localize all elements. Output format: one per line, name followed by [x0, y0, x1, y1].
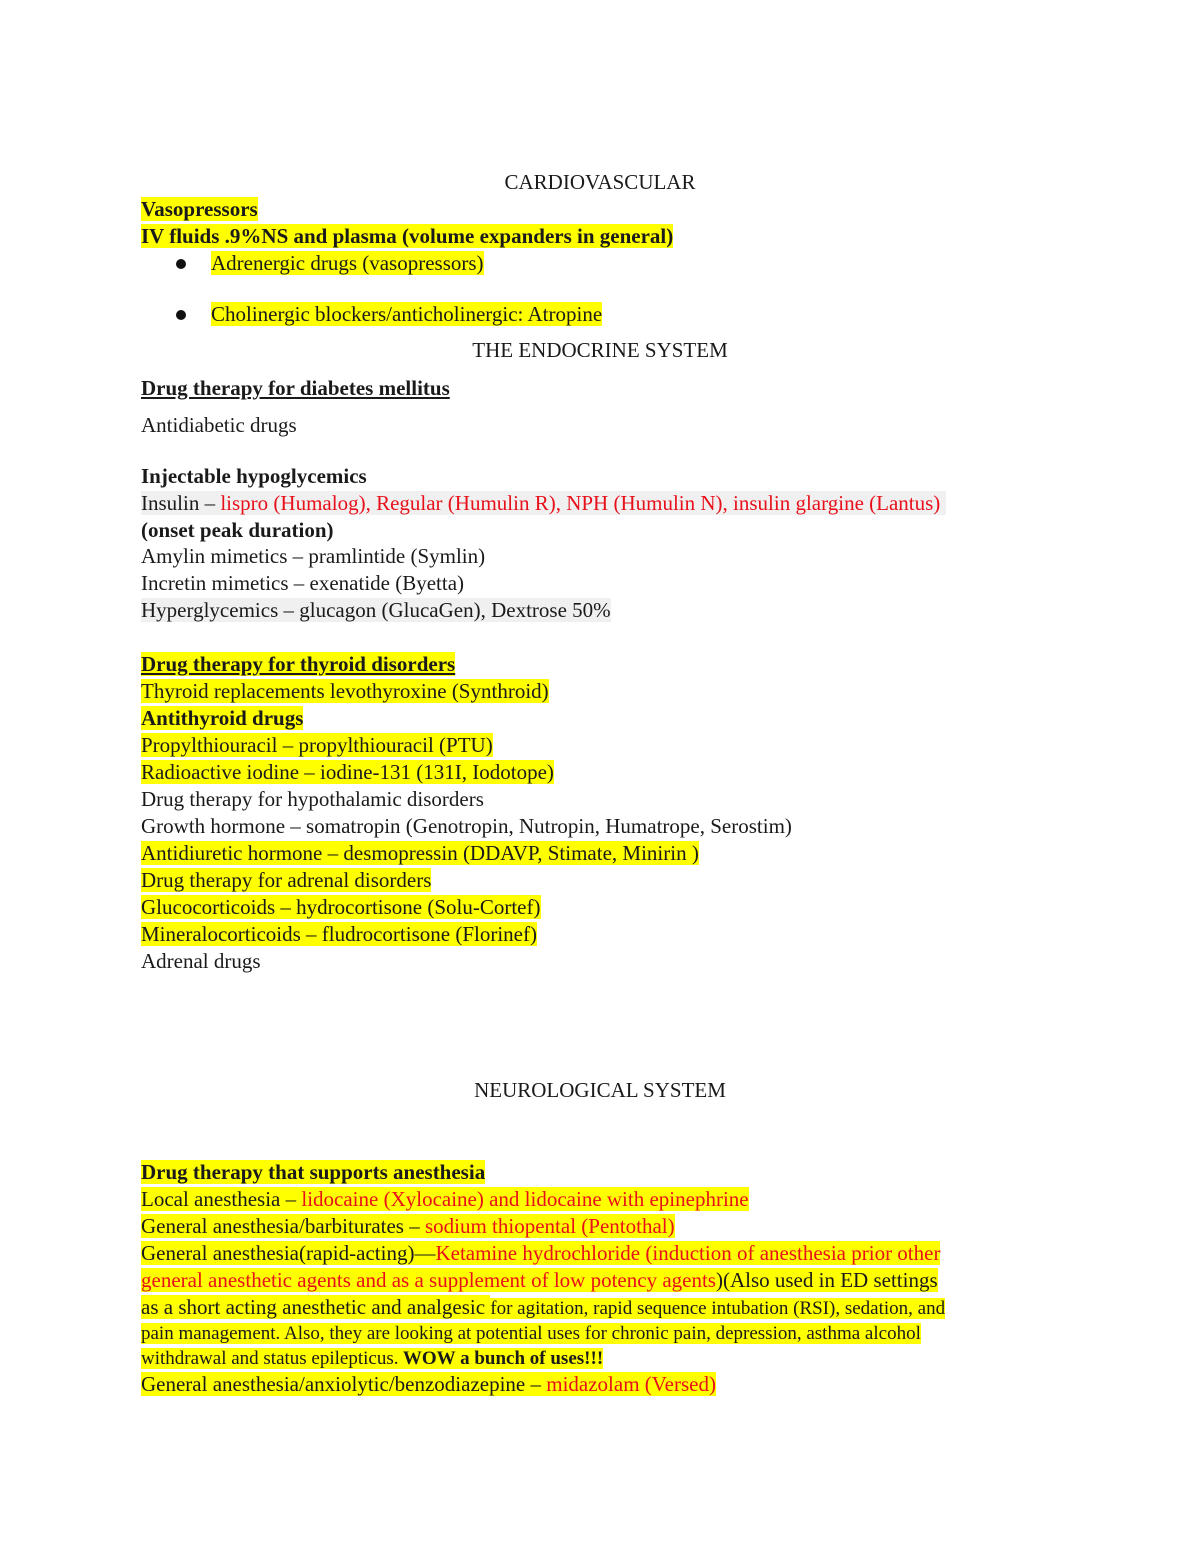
bullet-item-adrenergic: Adrenergic drugs (vasopressors) — [211, 251, 484, 275]
rapid-acting-line: General anesthesia(rapid-acting)—Ketamine hydrochloride (induction of anesthesia prior other — [141, 1241, 941, 1265]
injectable-heading: Injectable hypoglycemics — [141, 464, 367, 488]
adrenal-drugs-line: Adrenal drugs — [141, 949, 261, 973]
thyroid-replacements-line: Thyroid replacements levothyroxine (Synthroid) — [141, 679, 549, 703]
section-title-cardiovascular: CARDIOVASCULAR — [504, 170, 696, 194]
rapid-acting-line-4: pain management. Also, they are looking at potential uses for chronic pain, depression, asthma alcohol — [141, 1323, 921, 1344]
rapid-acting-line-5: withdrawal and status epilepticus. WOW a bunch of uses!!! — [141, 1348, 604, 1369]
bullet-dot — [176, 259, 186, 269]
diabetes-heading: Drug therapy for diabetes mellitus — [141, 376, 450, 400]
barbiturates-line: General anesthesia/barbiturates – sodium thiopental (Pentothal) — [141, 1214, 675, 1238]
hyperglycemics-line: Hyperglycemics – glucagon (GlucaGen), Dextrose 50% — [141, 598, 611, 622]
local-anesthesia-line: Local anesthesia – lidocaine (Xylocaine) and lidocaine with epinephrine — [141, 1187, 749, 1211]
section-title-neurological: NEUROLOGICAL SYSTEM — [474, 1078, 726, 1102]
growth-hormone-line: Growth hormone – somatropin (Genotropin, Nutropin, Humatrope, Serostim) — [141, 814, 792, 838]
thyroid-heading: Drug therapy for thyroid disorders — [141, 652, 456, 676]
antidiabetic-line: Antidiabetic drugs — [141, 413, 297, 437]
onset-line: (onset peak duration) — [141, 518, 334, 542]
insulin-line: Insulin – lispro (Humalog), Regular (Humulin R), NPH (Humulin N), insulin glargine (Lantus) — [141, 490, 946, 517]
antithyroid-heading: Antithyroid drugs — [141, 706, 304, 730]
adrenal-heading: Drug therapy for adrenal disorders — [141, 868, 432, 892]
incretin-line: Incretin mimetics – exenatide (Byetta) — [141, 571, 465, 595]
antidiuretic-line: Antidiuretic hormone – desmopressin (DDAVP, Stimate, Minirin ) — [141, 841, 699, 865]
section-title-endocrine: THE ENDOCRINE SYSTEM — [472, 338, 728, 362]
anesthesia-heading: Drug therapy that supports anesthesia — [141, 1160, 486, 1184]
bullet-dot — [176, 310, 186, 320]
radioactive-iodine-line: Radioactive iodine – iodine-131 (131I, Iodotope) — [141, 760, 554, 784]
bullet-item-cholinergic: Cholinergic blockers/anticholinergic: Atropine — [211, 302, 603, 326]
hypothalamic-line: Drug therapy for hypothalamic disorders — [141, 787, 484, 811]
ptu-line: Propylthiouracil – propylthiouracil (PTU) — [141, 733, 493, 757]
benzodiazepine-line: General anesthesia/anxiolytic/benzodiazepine – midazolam (Versed) — [141, 1372, 716, 1396]
rapid-acting-line-3: as a short acting anesthetic and analgesic for agitation, rapid sequence intubation (RSI), sedation, and — [141, 1295, 946, 1319]
glucocorticoids-line: Glucocorticoids – hydrocortisone (Solu-Cortef) — [141, 895, 541, 919]
iv-fluids-line: IV fluids .9%NS and plasma (volume expanders in general) — [141, 224, 674, 248]
vasopressors-heading: Vasopressors — [141, 197, 258, 221]
rapid-acting-line-2: general anesthetic agents and as a supplement of low potency agents)(Also used in ED settings — [141, 1268, 938, 1292]
amylin-line: Amylin mimetics – pramlintide (Symlin) — [141, 544, 486, 568]
mineralocorticoids-line: Mineralocorticoids – fludrocortisone (Florinef) — [141, 922, 537, 946]
